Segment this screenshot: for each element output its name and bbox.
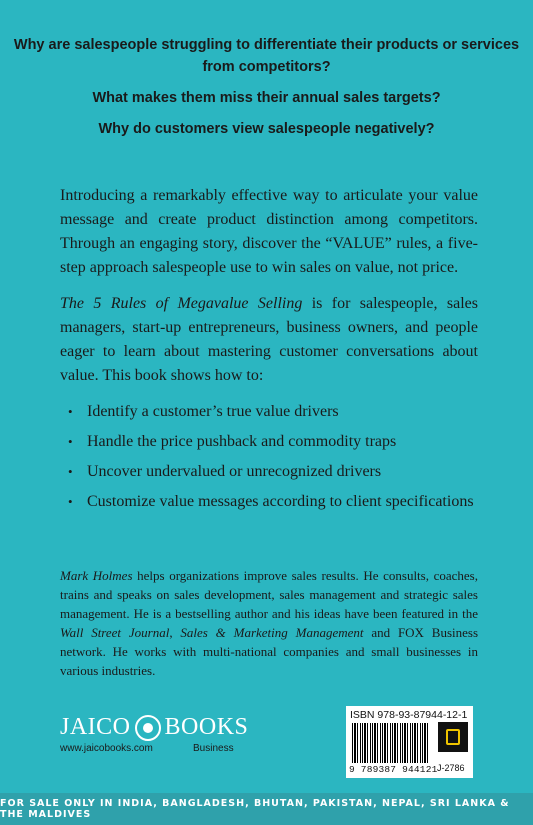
publication-wsj: Wall Street Journal	[60, 625, 170, 640]
bullet-icon: •	[68, 494, 73, 509]
list-item-text: Customize value messages according to client specifications	[87, 493, 474, 510]
bullet-icon: •	[68, 434, 73, 449]
separator: ,	[169, 625, 181, 640]
book-paragraph	[60, 292, 478, 388]
question-1: Why are salespeople struggling to differentiate their products or services from competitors?	[13, 37, 520, 75]
list-item-text: Uncover undervalued or unrecognized drivers	[87, 463, 382, 480]
barcode-digits: 9 789387 944121	[349, 764, 438, 775]
barcode-icon	[352, 723, 430, 763]
author-bio-text-end: and FOX Business network. He works with multi-national companies and small businesses in various industries.	[60, 625, 479, 678]
publisher-name-left: JAICO	[60, 714, 131, 740]
publisher-emblem-icon	[135, 715, 161, 741]
questions-block	[0, 34, 533, 149]
isbn-label: ISBN 978-93-87944-12-1	[350, 709, 468, 721]
price-tag-icon	[438, 722, 468, 752]
bullet-icon: •	[68, 464, 73, 479]
list-item	[60, 460, 478, 484]
author-bio-text: helps organizations improve sales results. He consults, coaches, trains and speaks on sales development, sales management and strategic sales management. He is a bestselling author and his ideas have been featured in the	[60, 568, 478, 621]
list-item	[60, 430, 478, 454]
list-item	[60, 490, 478, 514]
question-2: What makes them miss their annual sales targets?	[92, 90, 441, 106]
description-block	[60, 184, 478, 520]
publisher-name-right: BOOKS	[164, 714, 249, 740]
list-item-text: Handle the price pushback and commodity traps	[87, 433, 397, 450]
list-item-text: Identify a customer’s true value drivers	[87, 403, 339, 420]
book-category: Business	[193, 743, 234, 754]
publication-smm: Sales & Marketing Management	[180, 625, 364, 640]
author-bio	[60, 566, 478, 680]
book-paragraph-text: is for salespeople, sales managers, start-up entrepreneurs, business owners, and people eager to learn about mastering customer conversations about value. This book shows how to:	[60, 295, 478, 384]
catalog-code: J-2786	[437, 763, 465, 773]
publisher-website: www.jaicobooks.com	[60, 743, 153, 754]
question-3: Why do customers view salespeople negatively?	[98, 121, 435, 137]
benefits-list	[60, 400, 478, 514]
sales-territory-footer: FOR SALE ONLY IN INDIA, BANGLADESH, BHUTAN, PAKISTAN, NEPAL, SRI LANKA & THE MALDIVES	[0, 793, 533, 825]
book-title: The 5 Rules of Megavalue Selling	[60, 295, 303, 312]
intro-paragraph: Introducing a remarkably effective way to articulate your value message and create product distinction among competitors. Through an engaging story, discover the “VALUE” rules, a five-step approach salespeople use to win sales on value, not price.	[60, 187, 478, 276]
author-name: Mark Holmes	[60, 568, 133, 583]
bullet-icon: •	[68, 404, 73, 419]
publisher-logo	[60, 714, 248, 741]
list-item	[60, 400, 478, 424]
